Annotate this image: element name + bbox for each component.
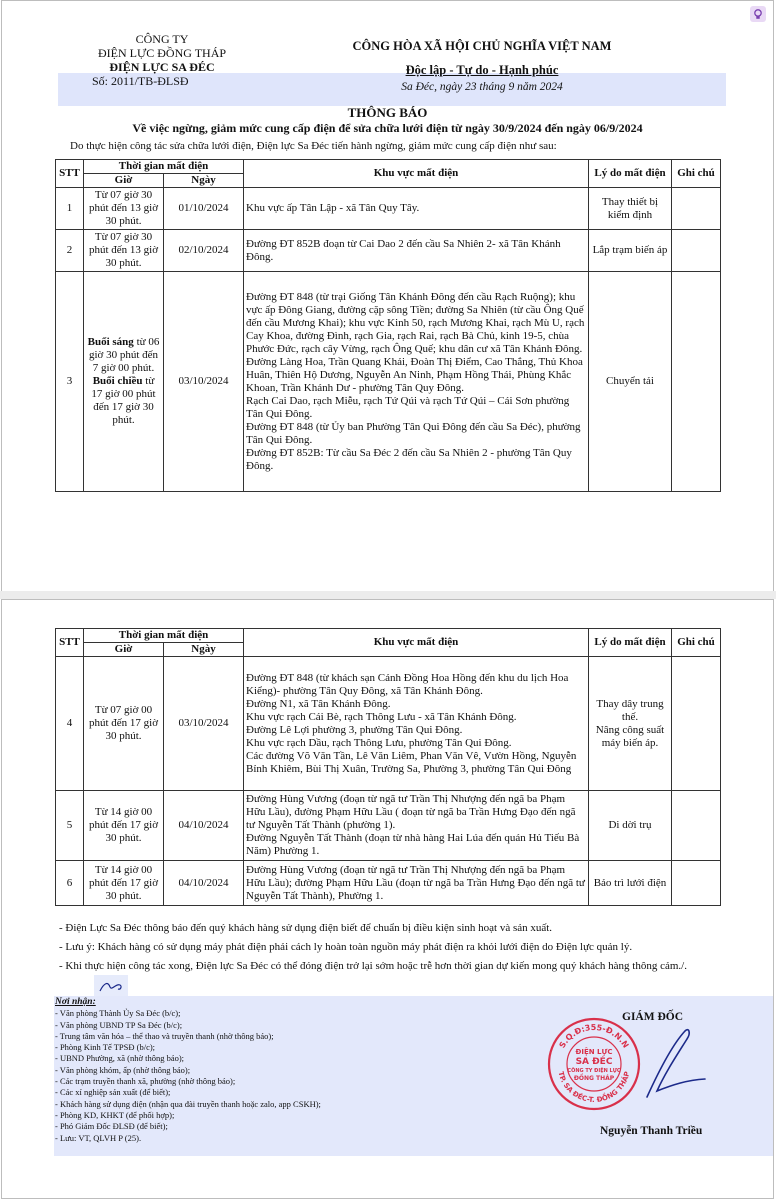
col-day: Ngày	[164, 174, 244, 188]
signature-mark	[627, 1025, 727, 1105]
recipient-item: - Văn phòng Thành Ủy Sa Đéc (b/c);	[55, 1008, 181, 1019]
stamp-line-3: CÔNG TY ĐIỆN LỰC	[567, 1068, 621, 1074]
row-reason: Bảo trì lưới điện	[589, 861, 672, 906]
note-line: - Điện Lực Sa Đéc thông báo đến quý khách hàng sử dụng điện biết để chuẩn bị điều kiện sinh hoạt và sản xuất.	[59, 922, 553, 934]
row-area: Khu vực ấp Tân Lập - xã Tân Quy Tây.	[244, 188, 589, 230]
org-line-3: ĐIỆN LỰC SA ĐÉC	[109, 60, 215, 74]
col-time: Thời gian mất điện	[84, 160, 244, 174]
row-reason	[589, 657, 672, 791]
note-line: - Khi thực hiện công tác xong, Điện lực Sa Đéc có thể đóng điện trở lại sớm hoặc trễ hơn thời gian dự kiến mong quý khách hàng thông cảm./.	[59, 960, 687, 972]
col-stt: STT	[56, 160, 84, 188]
area-line: Đường ĐT 848 (từ Ủy ban Phường Tân Qui Đông đến cầu Sa Đéc), phường Tân Qui Đông.	[246, 420, 581, 446]
row-note	[672, 188, 721, 230]
row-hour: Từ 14 giờ 00 phút đến 17 giờ 30 phút.	[84, 861, 164, 906]
page-gap	[0, 591, 776, 599]
table-row	[56, 272, 721, 492]
row-reason: Chuyển tải	[589, 272, 672, 492]
signer-title: GIÁM ĐỐC	[622, 1011, 684, 1023]
bulb-extension-icon[interactable]	[750, 6, 766, 22]
recipient-item: - Các xí nghiệp sản xuất (để biết);	[55, 1087, 171, 1098]
row-day: 03/10/2024	[164, 272, 244, 492]
reason-line: Nâng công suất máy biến áp.	[595, 723, 665, 749]
col-time: Thời gian mất điện	[84, 629, 244, 643]
table-row	[56, 791, 721, 861]
intro-text: Do thực hiện công tác sửa chữa lưới điện, Điện lực Sa Đéc tiến hành ngừng, giảm mức cung cấp điện như sau:	[70, 140, 557, 152]
col-reason: Lý do mất điện	[589, 160, 672, 188]
area-line: Đường Nguyễn Tất Thành (đoạn từ nhà hàng Hai Lúa đến quán Hủ Tiếu Bà Năm) Phường 1.	[246, 832, 580, 857]
place-date: Sa Đéc, ngày 23 tháng 9 năm 2024	[401, 81, 563, 93]
col-area: Khu vực mất điện	[244, 629, 589, 657]
row-note	[672, 791, 721, 861]
area-line: Đường Làng Hoa, Trần Quang Khải, Đoàn Thị Điểm, Cao Thắng, Thủ Khoa Huân, Thiên Hộ Dương, Nguyễn An Ninh, Phạm Hồng Thái, Phùng Khắc Khoan, Trần Khánh Dư - phường Tân Quy Đông.	[246, 355, 583, 394]
row-hour: Từ 07 giờ 00 phút đến 17 giờ 30 phút.	[84, 657, 164, 791]
col-area: Khu vực mất điện	[244, 160, 589, 188]
row-area	[244, 791, 589, 861]
recipient-item: - Trung tâm văn hóa – thể thao và truyền thanh (nhờ thông báo);	[55, 1030, 274, 1041]
recipients-list	[55, 997, 321, 1144]
area-line: Đường Lê Lợi phường 3, phường Tân Qui Đông.	[246, 723, 463, 736]
col-hour: Giờ	[84, 174, 164, 188]
table-row	[56, 657, 721, 791]
row-reason: Lắp trạm biến áp	[589, 230, 672, 272]
row-day: 01/10/2024	[164, 188, 244, 230]
area-line: Các đường Võ Văn Tần, Lê Văn Liêm, Phan Văn Vê, Vườn Hồng, Nguyễn Bỉnh Khiêm, Bùi Thị Xuân, Trường Sa, Phường 3, phường Tân Qui Đông	[246, 749, 577, 775]
row-hour: Từ 07 giờ 30 phút đến 13 giờ 30 phút.	[84, 188, 164, 230]
stamp-bottom-text: TP. SA ĐÉC-T. ĐỒNG THÁP	[556, 1070, 632, 1105]
recipient-item: - Lưu: VT, QLVH P (25).	[55, 1132, 142, 1143]
row-hour: Từ 14 giờ 00 phút đến 17 giờ 30 phút.	[84, 791, 164, 861]
row-area: Đường Hùng Vương (đoạn từ ngã tư Trần Thị Nhượng đến ngã ba Phạm Hữu Lầu); đường Phạm Hữu Lầu (đoạn từ ngã ba Trần Hưng Đạo đến ngã tư Nguyễn Tất Thành), Phường 1.	[244, 861, 589, 906]
recipient-item: - Khách hàng sử dụng điện (nhận qua đài truyền thanh hoặc zalo, app CSKH);	[55, 1098, 321, 1109]
area-line: Rạch Cai Dao, rạch Miễu, rạch Tứ Qúi và rạch Tứ Qúi – Cái Sơn phường Tân Qui Đông.	[246, 394, 570, 420]
area-line: Đường ĐT 848 (từ khách sạn Cánh Đồng Hoa Hồng đến khu du lịch Hoa Kiểng)- phường Tân Quy Đông, xã Tân Khánh Đông.	[246, 671, 569, 697]
signer-name: Nguyễn Thanh Triều	[600, 1125, 703, 1137]
col-stt: STT	[56, 629, 84, 657]
row-area	[244, 657, 589, 791]
row-area	[244, 272, 589, 492]
morning-label: Buổi sáng	[87, 336, 134, 348]
recipient-item: - Phó Giám Đốc ĐLSĐ (để biết);	[55, 1121, 168, 1132]
stamp-line-2: SA ĐÉC	[575, 1057, 613, 1067]
row-day: 04/10/2024	[164, 791, 244, 861]
row-day: 04/10/2024	[164, 861, 244, 906]
col-reason: Lý do mất điện	[589, 629, 672, 657]
org-line-1: CÔNG TY	[135, 32, 189, 46]
stamp-line-4: ĐỒNG THÁP	[573, 1075, 615, 1082]
motto: Độc lập - Tự do - Hạnh phúc	[405, 63, 559, 77]
table-row	[56, 230, 721, 272]
row-reason: Thay thiết bị kiểm định	[589, 188, 672, 230]
reason-line: Thay dây trung thế.	[596, 697, 664, 723]
col-note: Ghi chú	[672, 629, 721, 657]
row-hour	[84, 272, 164, 492]
row-note	[672, 272, 721, 492]
row-hour: Từ 07 giờ 30 phút đến 13 giờ 30 phút.	[84, 230, 164, 272]
area-line: Khu vực rạch Dầu, rạch Thông Lưu, phường Tân Qui Đông.	[246, 736, 512, 749]
recipient-item: - UBND Phường, xã (nhờ thông báo);	[55, 1053, 185, 1064]
recipients-title: Nơi nhận:	[55, 997, 96, 1007]
row-day: 02/10/2024	[164, 230, 244, 272]
org-line-2: ĐIỆN LỰC ĐỒNG THÁP	[97, 46, 227, 60]
country-name: CÔNG HÒA XÃ HỘI CHỦ NGHĨA VIỆT NAM	[352, 39, 612, 53]
table-row	[56, 861, 721, 906]
table-row	[56, 188, 721, 230]
row-reason: Di dời trụ	[589, 791, 672, 861]
morning-time: từ 06 giờ 30 phút đến 7 giờ 00 phút.	[88, 336, 160, 374]
row-note	[672, 861, 721, 906]
row-note	[672, 230, 721, 272]
national-heading	[302, 39, 662, 94]
col-note: Ghi chú	[672, 160, 721, 188]
outage-table-1	[55, 159, 721, 492]
recipient-item: - Phòng KD, KHKT (để phối hợp);	[55, 1109, 175, 1120]
row-stt: 6	[56, 861, 84, 906]
doc-subtitle: Về việc ngừng, giảm mức cung cấp điện để sửa chữa lưới điện từ ngày 30/9/2024 đến ngày 06/9/2024	[132, 121, 643, 135]
col-hour: Giờ	[84, 643, 164, 657]
row-area: Đường ĐT 852B đoạn từ Cai Dao 2 đến cầu Sa Nhiên 2- xã Tân Khánh Đông.	[244, 230, 589, 272]
afternoon-label: Buổi chiều	[92, 375, 143, 387]
row-stt: 2	[56, 230, 84, 272]
row-note	[672, 657, 721, 791]
area-line: Khu vực rạch Cái Bè, rạch Thông Lưu - xã Tân Khánh Đông.	[246, 710, 517, 723]
recipient-item: - Văn phòng khóm, ấp (nhờ thông báo);	[55, 1064, 191, 1075]
org-block	[62, 32, 262, 88]
row-stt: 3	[56, 272, 84, 492]
stamp-line-1: ĐIỆN LỰC	[575, 1048, 613, 1056]
document-page-2	[1, 599, 774, 1199]
note-line: - Lưu ý: Khách hàng có sử dụng máy phát điện phải cách ly hoàn toàn nguồn máy phát điện ra khỏi lưới điện do Điện lực quản lý.	[59, 941, 633, 953]
row-stt: 5	[56, 791, 84, 861]
outage-table-2	[55, 628, 721, 906]
recipient-item: - Các trạm truyền thanh xã, phường (nhờ thông báo);	[55, 1076, 236, 1087]
row-stt: 1	[56, 188, 84, 230]
row-stt: 4	[56, 657, 84, 791]
document-page-1	[1, 0, 774, 593]
stamp-ring-text: S.Q.Đ:355-Đ.N.N	[557, 1022, 631, 1050]
area-line: Đường ĐT 848 (từ trại Giống Tân Khánh Đông đến cầu Rạch Ruộng); khu vực ấp Đông Giang, đường cặp sông Tiền; đường Sa Nhiên (từ cầu Ông Quế đến cầu Mương Khai); khu vực Kinh 50, rạch Mương Khai, rạch Mù U, rạch Cay Khoa, đường Đình, rạch Gia, rạch Rai, rạch Bà Chủ, kinh 19-5, chùa Phước Đức, rạch cây Vừng, rạch Ông Quế; khu dân cư xã Tân Khánh Đông.	[246, 290, 585, 355]
row-day: 03/10/2024	[164, 657, 244, 791]
area-line: Đường ĐT 852B: Từ cầu Sa Đéc 2 đến cầu Sa Nhiên 2 - phường Tân Quy Đông.	[246, 446, 572, 472]
doc-title: THÔNG BÁO	[347, 105, 428, 120]
recipient-item: - Phòng Kinh Tế TPSĐ (b/c);	[55, 1042, 156, 1053]
recipient-item: - Văn phòng UBND TP Sa Đéc (b/c);	[55, 1019, 183, 1030]
afternoon-time: từ 17 giờ 00 phút đến 17 giờ 30 phút.	[91, 375, 156, 426]
col-day: Ngày	[164, 643, 244, 657]
area-line: Đường N1, xã Tân Khánh Đông.	[246, 697, 391, 710]
doc-number: Số: 2011/TB-ĐLSĐ	[92, 74, 189, 88]
area-line: Đường Hùng Vương (đoạn từ ngã tư Trần Thị Nhượng đến ngã ba Phạm Hữu Lầu), đường Phạm Hữu Lầu ( đoạn từ ngã ba Trần Hưng Đạo đến ngã tư Nguyễn Tất Thành (phường 1).	[246, 793, 576, 831]
